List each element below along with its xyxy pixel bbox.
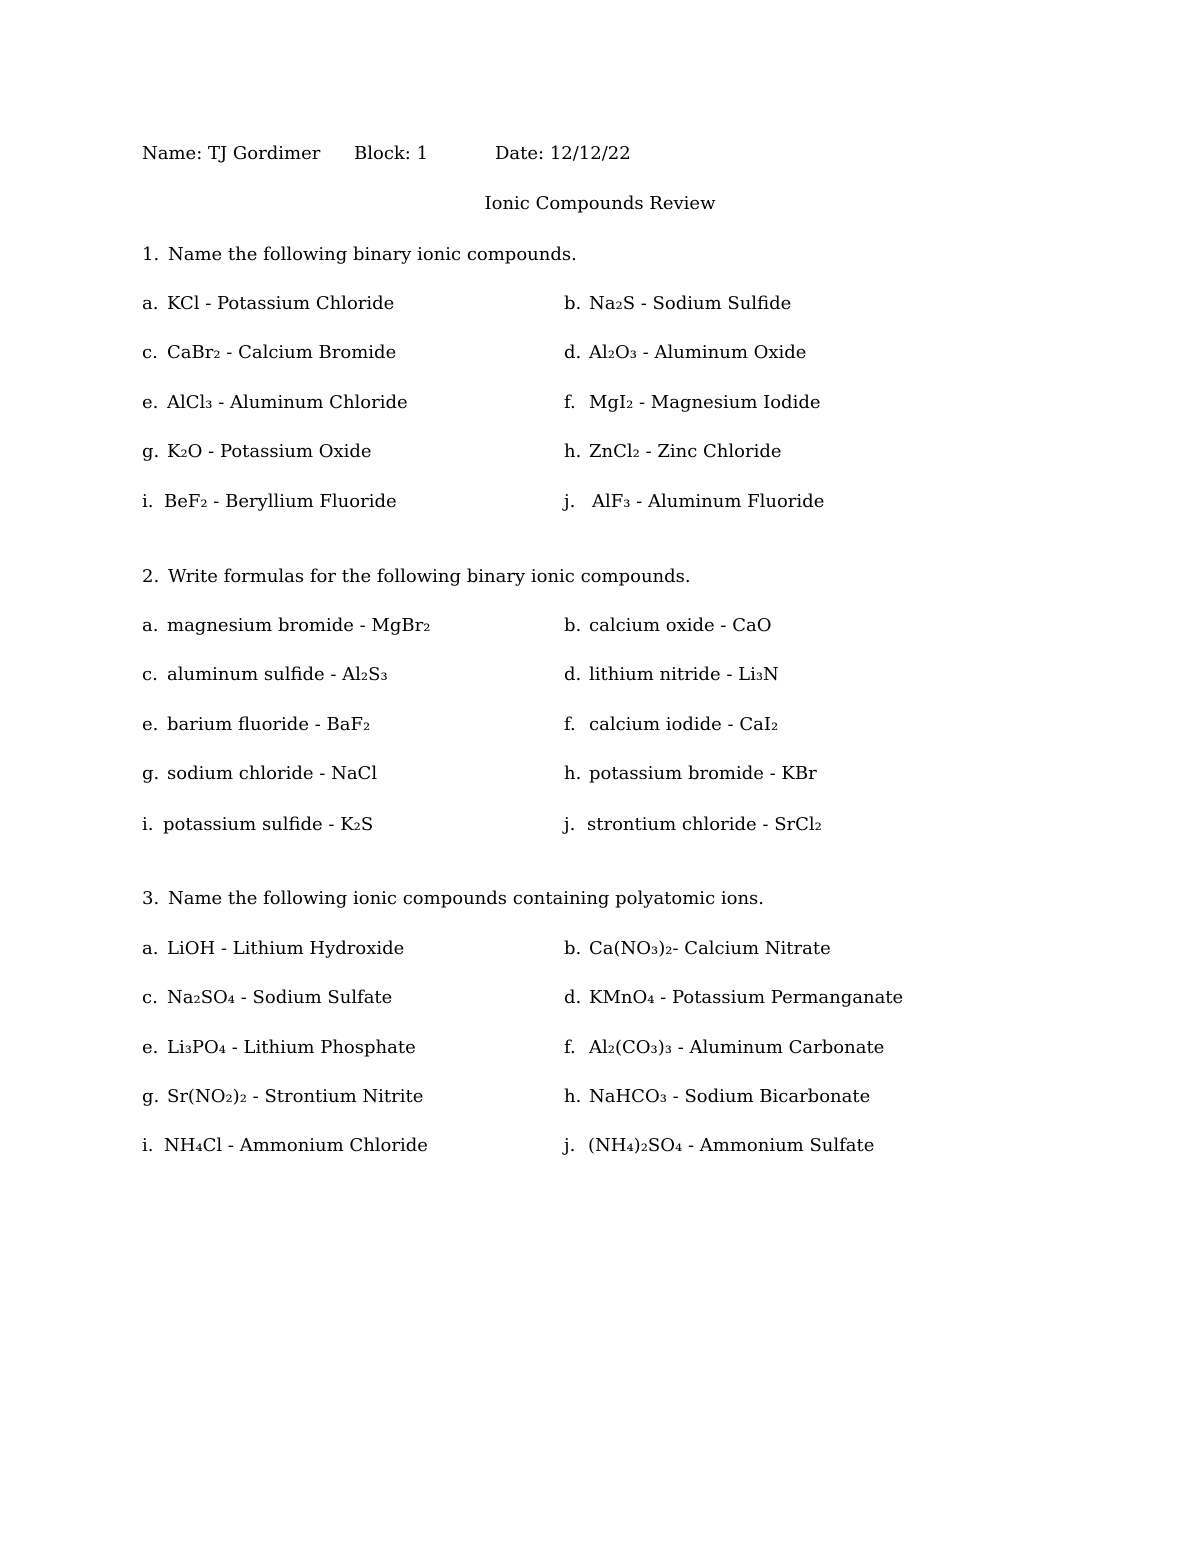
item-label: g.: [142, 763, 160, 784]
item-label: f.: [564, 392, 576, 413]
item-answer: calcium oxide - CaO: [589, 615, 772, 636]
item-label: f.: [564, 714, 576, 735]
list-item: [142, 493, 397, 511]
item-answer: sodium chloride - NaCl: [167, 763, 378, 784]
item-answer: Na₂S - Sodium Sulfide: [589, 293, 792, 314]
list-item: [142, 295, 394, 313]
item-answer: (NH₄)₂SO₄ - Ammonium Sulfate: [588, 1135, 875, 1156]
item-label: f.: [564, 1037, 576, 1058]
item-label: a.: [142, 293, 159, 314]
list-item: [142, 716, 370, 734]
item-label: h.: [564, 441, 582, 462]
item-label: e.: [142, 392, 159, 413]
list-item: [564, 344, 806, 362]
question-number: 2.: [142, 566, 160, 587]
list-item: [564, 816, 822, 834]
item-answer: KMnO₄ - Potassium Permanganate: [589, 987, 904, 1008]
item-label: d.: [564, 342, 582, 363]
worksheet-date: Date: 12/12/22: [495, 143, 631, 164]
question-1-prompt: [142, 246, 577, 264]
item-label: j.: [564, 1135, 576, 1156]
list-item: [142, 617, 430, 635]
list-item: [142, 666, 388, 684]
item-answer: lithium nitride - Li₃N: [589, 664, 779, 685]
list-item: [564, 493, 824, 511]
item-answer: Al₂(CO₃)₃ - Aluminum Carbonate: [589, 1037, 885, 1058]
list-item: [142, 1088, 423, 1106]
list-item: [142, 940, 404, 958]
list-item: [142, 1137, 428, 1155]
item-answer: potassium sulfide - K₂S: [163, 814, 374, 835]
list-item: [142, 443, 372, 461]
list-item: [142, 394, 408, 412]
list-item: [564, 716, 778, 734]
question-number: 1.: [142, 244, 160, 265]
item-answer: MgI₂ - Magnesium Iodide: [589, 392, 821, 413]
list-item: [564, 295, 791, 313]
question-number: 3.: [142, 888, 160, 909]
item-label: c.: [142, 987, 158, 1008]
item-label: c.: [142, 342, 158, 363]
item-answer: Sr(NO₂)₂ - Strontium Nitrite: [167, 1086, 424, 1107]
list-item: [564, 1137, 874, 1155]
list-item: [564, 765, 817, 783]
item-label: h.: [564, 1086, 582, 1107]
item-answer: calcium iodide - CaI₂: [589, 714, 779, 735]
list-item: [564, 666, 779, 684]
item-answer: potassium bromide - KBr: [589, 763, 817, 784]
list-item: [142, 816, 373, 834]
list-item: [142, 344, 396, 362]
item-answer: AlF₃ - Aluminum Fluoride: [592, 491, 825, 512]
item-answer: LiOH - Lithium Hydroxide: [167, 938, 405, 959]
question-text: Name the following ionic compounds containing polyatomic ions.: [168, 888, 765, 909]
list-item: [564, 394, 821, 412]
list-item: [564, 1088, 870, 1106]
item-label: j.: [564, 814, 576, 835]
item-answer: K₂O - Potassium Oxide: [167, 441, 372, 462]
question-text: Name the following binary ionic compounds.: [168, 244, 577, 265]
item-label: h.: [564, 763, 582, 784]
item-label: a.: [142, 615, 159, 636]
block-number: Block: 1: [354, 143, 429, 164]
list-item: [564, 1039, 884, 1057]
item-answer: NaHCO₃ - Sodium Bicarbonate: [589, 1086, 871, 1107]
item-label: d.: [564, 664, 582, 685]
item-label: e.: [142, 714, 159, 735]
item-label: b.: [564, 615, 582, 636]
item-label: i.: [142, 814, 154, 835]
list-item: [564, 940, 831, 958]
item-label: g.: [142, 1086, 160, 1107]
item-answer: strontium chloride - SrCl₂: [587, 814, 822, 835]
list-item: [142, 1039, 416, 1057]
item-label: b.: [564, 938, 582, 959]
item-label: e.: [142, 1037, 159, 1058]
list-item: [564, 443, 782, 461]
item-label: i.: [142, 491, 154, 512]
page-title: Ionic Compounds Review: [484, 193, 716, 214]
item-answer: aluminum sulfide - Al₂S₃: [167, 664, 388, 685]
list-item: [142, 765, 377, 783]
item-answer: ZnCl₂ - Zinc Chloride: [589, 441, 782, 462]
item-label: d.: [564, 987, 582, 1008]
item-answer: Na₂SO₄ - Sodium Sulfate: [167, 987, 393, 1008]
item-label: a.: [142, 938, 159, 959]
question-3-prompt: [142, 890, 764, 908]
list-item: [564, 989, 903, 1007]
item-answer: Al₂O₃ - Aluminum Oxide: [589, 342, 807, 363]
item-answer: Ca(NO₃)₂- Calcium Nitrate: [589, 938, 831, 959]
item-answer: KCl - Potassium Chloride: [167, 293, 395, 314]
question-2-prompt: [142, 568, 691, 586]
item-answer: BeF₂ - Beryllium Fluoride: [164, 491, 397, 512]
item-answer: CaBr₂ - Calcium Bromide: [167, 342, 397, 363]
list-item: [564, 617, 772, 635]
list-item: [142, 989, 392, 1007]
item-answer: Li₃PO₄ - Lithium Phosphate: [167, 1037, 416, 1058]
item-answer: AlCl₃ - Aluminum Chloride: [167, 392, 408, 413]
item-answer: magnesium bromide - MgBr₂: [167, 615, 431, 636]
item-label: g.: [142, 441, 160, 462]
item-label: j.: [564, 491, 576, 512]
item-answer: barium fluoride - BaF₂: [167, 714, 371, 735]
item-answer: NH₄Cl - Ammonium Chloride: [164, 1135, 428, 1156]
item-label: c.: [142, 664, 158, 685]
item-label: i.: [142, 1135, 154, 1156]
item-label: b.: [564, 293, 582, 314]
question-text: Write formulas for the following binary ionic compounds.: [168, 566, 691, 587]
student-name: Name: TJ Gordimer: [142, 143, 321, 164]
